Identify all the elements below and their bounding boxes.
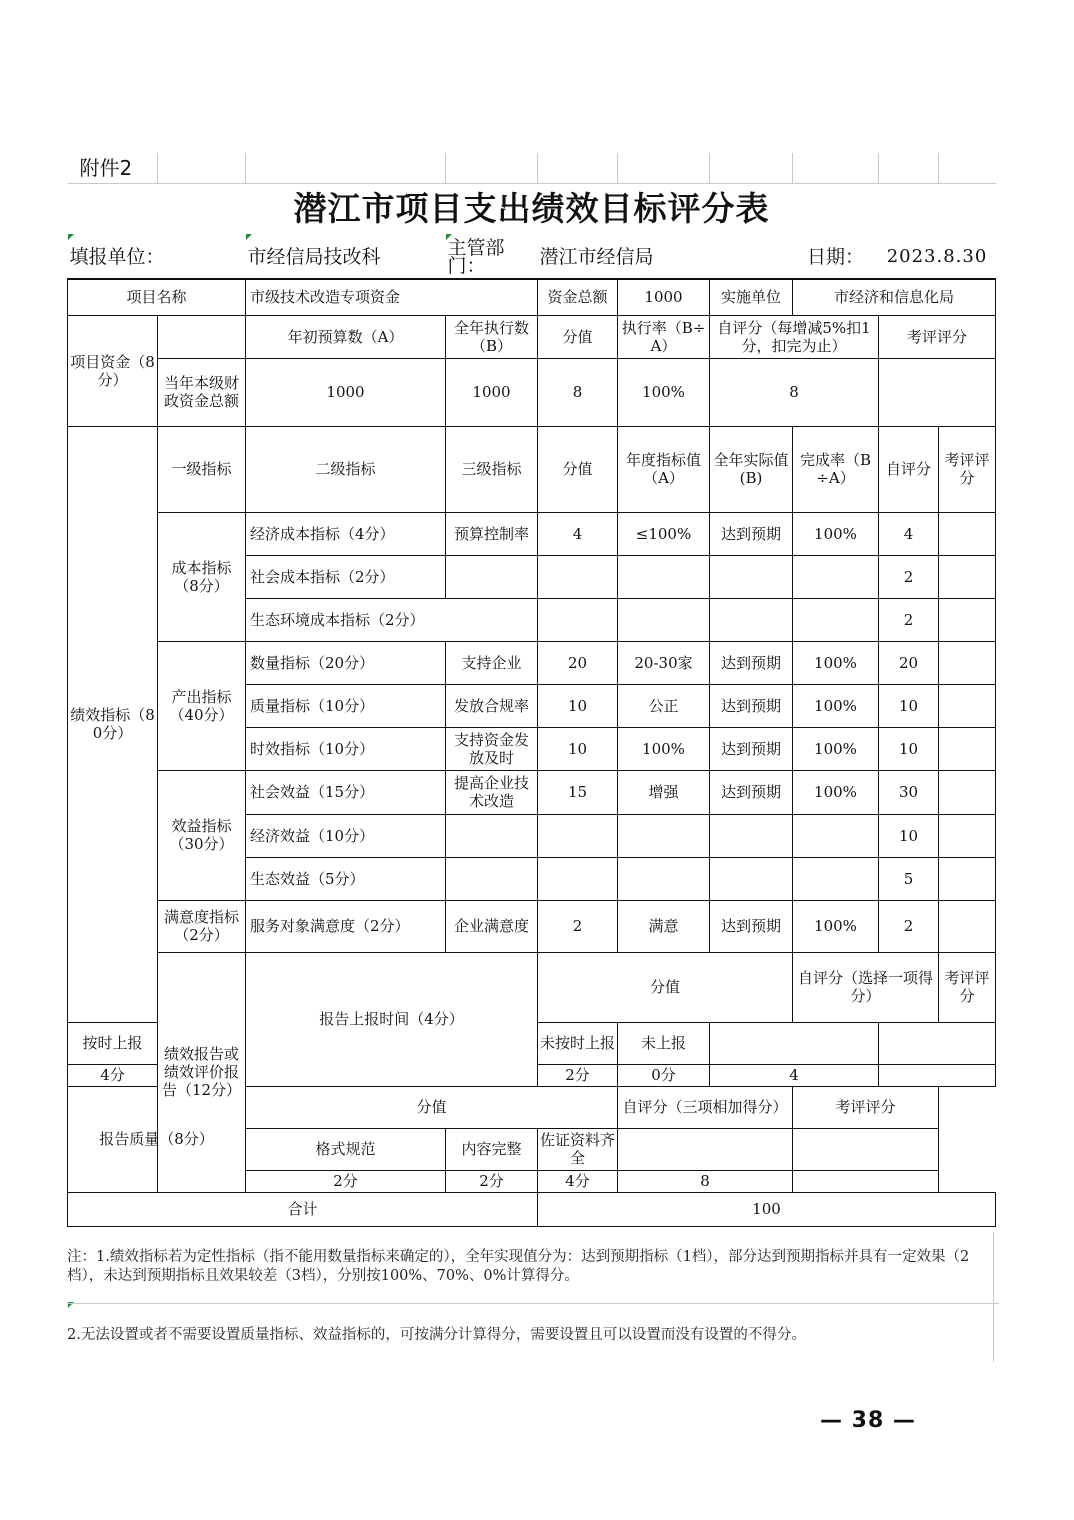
- attachment-label: 附件2: [68, 153, 158, 183]
- perf-header-l1: 一级指标: [158, 426, 246, 512]
- indicator-l2: 经济成本指标（4分）: [246, 512, 446, 555]
- funds-self: 8: [710, 358, 879, 426]
- indicator-l3: [446, 814, 538, 857]
- indicator-rate: 100%: [793, 641, 879, 684]
- cell-marker: [68, 234, 74, 240]
- indicator-target: [618, 857, 710, 900]
- indicator-score: 20: [538, 641, 618, 684]
- pts-ontime: 4分: [68, 1064, 158, 1086]
- funds-header-review: 考评评分: [879, 315, 996, 358]
- q-content: 内容完整: [446, 1128, 538, 1170]
- fund-total-value: 1000: [618, 279, 710, 315]
- opt-none: 未上报: [618, 1022, 710, 1064]
- indicator-rate: [793, 598, 879, 641]
- report-quality-score-label: 分值: [246, 1086, 618, 1128]
- indicator-target: 20-30家: [618, 641, 710, 684]
- indicator-target: [618, 814, 710, 857]
- indicator-review: [939, 770, 996, 814]
- indicator-rate: 100%: [793, 770, 879, 814]
- indicator-l3: 发放合规率: [446, 684, 538, 727]
- indicator-actual: 达到预期: [710, 900, 793, 952]
- indicator-l3: 支持资金发放及时: [446, 727, 538, 770]
- total-value: 100: [538, 1192, 996, 1226]
- funds-exec: 1000: [446, 358, 538, 426]
- footnote-2: 2.无法设置或者不需要设置质量指标、效益指标的，可按满分计算得分，需要设置且可以设置而没有设置的不得分。: [67, 1327, 806, 1343]
- indicator-review: [939, 684, 996, 727]
- funds-header-score: 分值: [538, 315, 618, 358]
- cell-marker: [446, 234, 452, 240]
- opt-ontime: 按时上报: [68, 1022, 158, 1064]
- indicator-rate: 100%: [793, 512, 879, 555]
- report-quality-self: 8: [618, 1170, 793, 1192]
- funds-score: 8: [538, 358, 618, 426]
- indicator-self: 30: [879, 770, 939, 814]
- indicator-actual: [710, 555, 793, 598]
- indicator-review: [939, 512, 996, 555]
- indicator-self: 2: [879, 555, 939, 598]
- indicator-target: 100%: [618, 727, 710, 770]
- perf-header-rate: 完成率（B÷A）: [793, 426, 879, 512]
- indicator-actual: 达到预期: [710, 770, 793, 814]
- date-label: 日期：: [793, 235, 879, 279]
- indicator-l2: 生态环境成本指标（2分）: [246, 598, 538, 641]
- indicator-l2: 时效指标（10分）: [246, 727, 446, 770]
- funds-section-label: 项目资金（8分）: [68, 315, 158, 426]
- funds-header-rate: 执行率（B÷A）: [618, 315, 710, 358]
- indicator-actual: [710, 814, 793, 857]
- perf-section-label: 绩效指标（80分）: [68, 426, 158, 1022]
- indicator-l3: 企业满意度: [446, 900, 538, 952]
- indicator-target: [618, 598, 710, 641]
- indicator-target: 增强: [618, 770, 710, 814]
- indicator-rate: [793, 555, 879, 598]
- project-name-value: 市级技术改造专项资金: [246, 279, 538, 315]
- indicator-self: 4: [879, 512, 939, 555]
- page-title: 潜江市项目支出绩效目标评分表: [293, 189, 770, 229]
- perf-header-l2: 二级指标: [246, 426, 446, 512]
- report-section-label: 绩效报告或绩效评价报告（12分）: [158, 952, 246, 1192]
- indicator-rate: 100%: [793, 684, 879, 727]
- funds-review: [879, 358, 996, 426]
- report-quality-self-label: 自评分（三项相加得分）: [618, 1086, 793, 1128]
- funds-rate: 100%: [618, 358, 710, 426]
- indicator-score: [538, 555, 618, 598]
- indicator-review: [939, 727, 996, 770]
- opt-late: 未按时上报: [538, 1022, 618, 1064]
- divider: [67, 1303, 999, 1304]
- report-quality-label: 报告质量（8分）: [68, 1086, 246, 1192]
- fund-total-label: 资金总额: [538, 279, 618, 315]
- project-name-label: 项目名称: [68, 279, 246, 315]
- indicator-actual: [710, 598, 793, 641]
- indicator-target: 公正: [618, 684, 710, 727]
- indicator-target: ≤100%: [618, 512, 710, 555]
- indicator-l2: 经济效益（10分）: [246, 814, 446, 857]
- indicator-score: [538, 814, 618, 857]
- indicator-actual: 达到预期: [710, 641, 793, 684]
- group-label: 满意度指标（2分）: [158, 900, 246, 952]
- indicator-target: 满意: [618, 900, 710, 952]
- perf-header-score: 分值: [538, 426, 618, 512]
- indicator-self: 10: [879, 684, 939, 727]
- score-table: [67, 153, 996, 1227]
- indicator-rate: [793, 814, 879, 857]
- pts-evidence: 4分: [538, 1170, 618, 1192]
- total-label: 合计: [68, 1192, 538, 1226]
- indicator-review: [939, 900, 996, 952]
- indicator-review: [939, 857, 996, 900]
- indicator-l2: 社会成本指标（2分）: [246, 555, 446, 598]
- indicator-review: [939, 814, 996, 857]
- q-evidence: 佐证资料齐全: [538, 1128, 618, 1170]
- indicator-rate: 100%: [793, 727, 879, 770]
- indicator-self: 20: [879, 641, 939, 684]
- report-quality-review-label: 考评评分: [793, 1086, 939, 1128]
- indicator-score: 2: [538, 900, 618, 952]
- impl-unit-label: 实施单位: [710, 279, 793, 315]
- indicator-rate: 100%: [793, 900, 879, 952]
- page-number: — 38 —: [820, 1408, 916, 1433]
- indicator-score: 15: [538, 770, 618, 814]
- report-time-self-label: 自评分（选择一项得分）: [793, 952, 939, 1022]
- fill-unit-value: 市经信局技改科: [246, 235, 446, 279]
- indicator-self: 10: [879, 814, 939, 857]
- funds-header-self: 自评分（每增减5%扣1分，扣完为止）: [710, 315, 879, 358]
- report-time-label: 报告上报时间（4分）: [246, 952, 538, 1086]
- indicator-l3: 预算控制率: [446, 512, 538, 555]
- funds-row-label: 当年本级财政资金总额: [158, 358, 246, 426]
- indicator-score: [538, 857, 618, 900]
- impl-unit-value: 市经济和信息化局: [793, 279, 996, 315]
- funds-header-budget: 年初预算数（A）: [246, 315, 446, 358]
- indicator-score: 10: [538, 727, 618, 770]
- fill-unit-label: 填报单位：: [68, 235, 246, 279]
- indicator-l2: 质量指标（10分）: [246, 684, 446, 727]
- report-time-score-label: 分值: [538, 952, 793, 1022]
- report-time-self: 4: [710, 1064, 879, 1086]
- report-time-review-label: 考评评分: [939, 952, 996, 1022]
- indicator-target: [618, 555, 710, 598]
- pts-late: 2分: [538, 1064, 618, 1086]
- cell-marker: [246, 234, 252, 240]
- footnote-1: 注：1.绩效指标若为定性指标（指不能用数量指标来确定的），全年实现值分为：达到预期指标（1档），部分达到预期指标并具有一定效果（2档），未达到预期指标且效果较差（3档），分别按100%、70%、0%计算得分。: [67, 1249, 970, 1284]
- indicator-l3: 支持企业: [446, 641, 538, 684]
- perf-header-self: 自评分: [879, 426, 939, 512]
- pts-format: 2分: [246, 1170, 446, 1192]
- perf-header-l3: 三级指标: [446, 426, 538, 512]
- indicator-actual: 达到预期: [710, 727, 793, 770]
- group-label: 产出指标（40分）: [158, 641, 246, 770]
- indicator-actual: [710, 857, 793, 900]
- group-label: 成本指标（8分）: [158, 512, 246, 641]
- date-value: 2023.8.30: [879, 235, 996, 279]
- indicator-l3: [446, 857, 538, 900]
- perf-header-actual: 全年实际值(B): [710, 426, 793, 512]
- indicator-l3: 提高企业技术改造: [446, 770, 538, 814]
- dept-value: 潜江市经信局: [538, 235, 793, 279]
- indicator-actual: 达到预期: [710, 684, 793, 727]
- indicator-score: 10: [538, 684, 618, 727]
- indicator-self: 2: [879, 598, 939, 641]
- perf-header-target: 年度指标值（A）: [618, 426, 710, 512]
- indicator-l2: 服务对象满意度（2分）: [246, 900, 446, 952]
- score-sheet: [67, 153, 999, 1227]
- indicator-l2: 生态效益（5分）: [246, 857, 446, 900]
- funds-header-exec: 全年执行数（B）: [446, 315, 538, 358]
- indicator-l3: [446, 555, 538, 598]
- q-format: 格式规范: [246, 1128, 446, 1170]
- perf-header-review: 考评评分: [939, 426, 996, 512]
- indicator-l2: 数量指标（20分）: [246, 641, 446, 684]
- pts-content: 2分: [446, 1170, 538, 1192]
- indicator-score: 4: [538, 512, 618, 555]
- indicator-review: [939, 641, 996, 684]
- pts-none: 0分: [618, 1064, 710, 1086]
- grid-line: [993, 1232, 994, 1362]
- indicator-review: [939, 598, 996, 641]
- indicator-actual: 达到预期: [710, 512, 793, 555]
- indicator-score: [538, 598, 618, 641]
- group-label: 效益指标（30分）: [158, 770, 246, 900]
- indicator-self: 5: [879, 857, 939, 900]
- indicator-review: [939, 555, 996, 598]
- funds-budget: 1000: [246, 358, 446, 426]
- indicator-rate: [793, 857, 879, 900]
- indicator-self: 2: [879, 900, 939, 952]
- indicator-self: 10: [879, 727, 939, 770]
- dept-label: 主管部门：: [446, 235, 538, 279]
- indicator-l2: 社会效益（15分）: [246, 770, 446, 814]
